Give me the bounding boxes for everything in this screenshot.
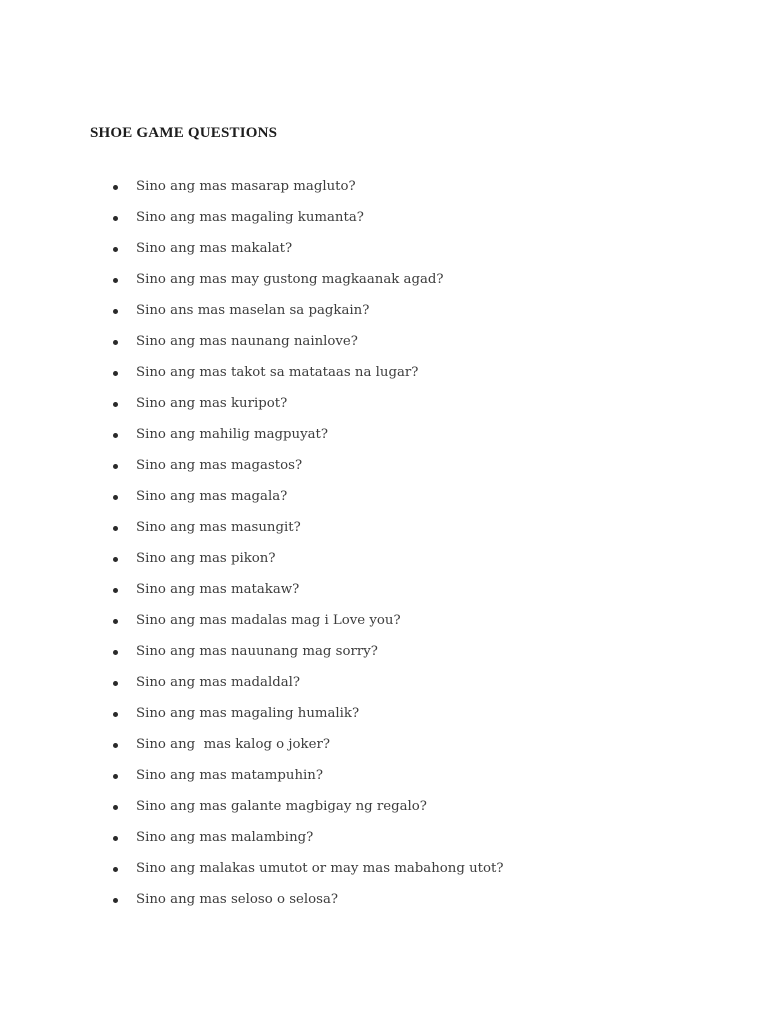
bullet-icon <box>113 712 118 717</box>
question-text: Sino ang mahilig magpuyat? <box>136 427 329 442</box>
bullet-icon <box>113 185 118 190</box>
bullet-icon <box>113 371 118 376</box>
question-text: Sino ang mas kalog o joker? <box>136 737 330 752</box>
question-text: Sino ang mas magaling humalik? <box>136 706 360 721</box>
bullet-icon <box>113 619 118 624</box>
bullet-icon <box>113 774 118 779</box>
bullet-icon <box>113 867 118 872</box>
bullet-icon <box>113 526 118 531</box>
question-text: Sino ang mas nauunang mag sorry? <box>136 644 378 659</box>
bullet-icon <box>113 681 118 686</box>
question-text: Sino ang mas magala? <box>136 489 288 504</box>
question-text: Sino ans mas maselan sa pagkain? <box>136 303 370 318</box>
document-title: SHOE GAME QUESTIONS <box>90 125 278 141</box>
question-text: Sino ang mas kuripot? <box>136 396 288 411</box>
question-text: Sino ang mas masarap magluto? <box>136 179 356 194</box>
bullet-icon <box>113 464 118 469</box>
bullet-icon <box>113 340 118 345</box>
bullet-icon <box>113 588 118 593</box>
question-text: Sino ang mas magastos? <box>136 458 303 473</box>
question-text: Sino ang mas madalas mag i Love you? <box>136 613 401 628</box>
question-text: Sino ang mas malambing? <box>136 830 314 845</box>
question-text: Sino ang mas seloso o selosa? <box>136 892 339 907</box>
bullet-icon <box>113 805 118 810</box>
question-text: Sino ang mas pikon? <box>136 551 276 566</box>
question-text: Sino ang mas masungit? <box>136 520 301 535</box>
bullet-icon <box>113 278 118 283</box>
question-text: Sino ang malakas umutot or may mas mabahong utot? <box>136 861 504 876</box>
question-text: Sino ang mas galante magbigay ng regalo? <box>136 799 427 814</box>
bullet-icon <box>113 495 118 500</box>
bullet-icon <box>113 743 118 748</box>
question-text: Sino ang mas takot sa matataas na lugar? <box>136 365 419 380</box>
bullet-icon <box>113 557 118 562</box>
bullet-icon <box>113 433 118 438</box>
question-text: Sino ang mas matampuhin? <box>136 768 323 783</box>
bullet-icon <box>113 836 118 841</box>
bullet-icon <box>113 898 118 903</box>
question-text: Sino ang mas naunang nainlove? <box>136 334 358 349</box>
bullet-icon <box>113 650 118 655</box>
question-text: Sino ang mas matakaw? <box>136 582 300 597</box>
question-text: Sino ang mas makalat? <box>136 241 293 256</box>
bullet-icon <box>113 247 118 252</box>
bullet-icon <box>113 402 118 407</box>
question-text: Sino ang mas may gustong magkaanak agad? <box>136 272 444 287</box>
question-text: Sino ang mas magaling kumanta? <box>136 210 364 225</box>
bullet-icon <box>113 309 118 314</box>
question-text: Sino ang mas madaldal? <box>136 675 301 690</box>
bullet-icon <box>113 216 118 221</box>
